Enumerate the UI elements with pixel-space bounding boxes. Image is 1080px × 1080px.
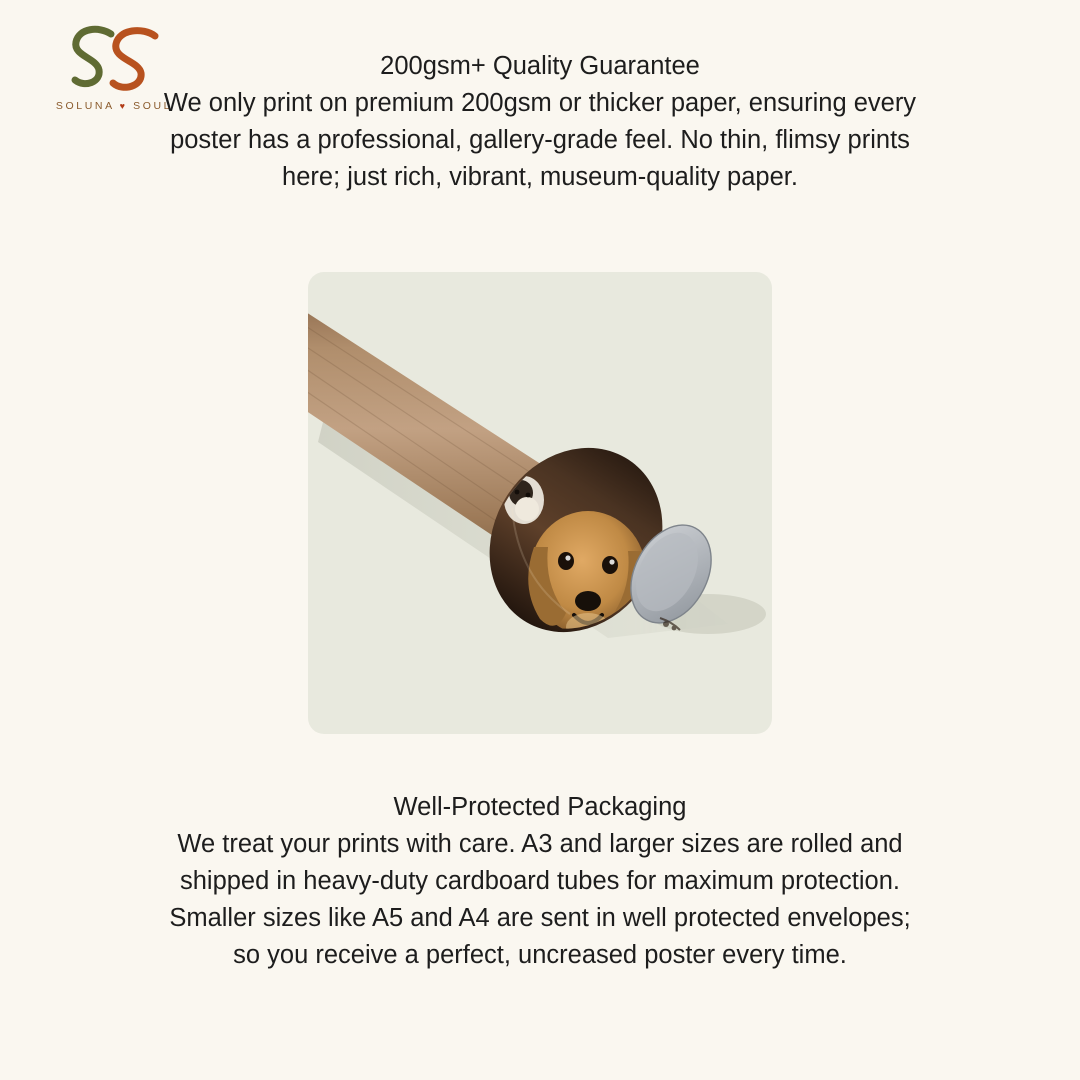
quality-guarantee-section xyxy=(160,48,920,196)
brand-wordmark-second: SOUL xyxy=(133,100,173,112)
packaging-heading: Well-Protected Packaging xyxy=(393,793,687,821)
heart-icon: ♥ xyxy=(119,101,128,112)
quality-guarantee-body: We only print on premium 200gsm or thicker paper, ensuring every poster has a professional, gallery-grade feel. No thin, flimsy prints here; just rich, vibrant, museum-quality paper. xyxy=(163,89,917,191)
packaging-section xyxy=(160,789,920,974)
packaging-body: We treat your prints with care. A3 and larger sizes are rolled and shipped in heavy-duty cardboard tubes for maximum protection. Smaller sizes like A5 and A4 are sent in well protected envelopes; so you receive a perfect, uncreased poster every time. xyxy=(169,830,911,969)
quality-guarantee-heading: 200gsm+ Quality Guarantee xyxy=(380,52,700,80)
brand-wordmark-first: SOLUNA xyxy=(55,100,115,112)
poster-shipping-tube-photo xyxy=(308,272,772,734)
